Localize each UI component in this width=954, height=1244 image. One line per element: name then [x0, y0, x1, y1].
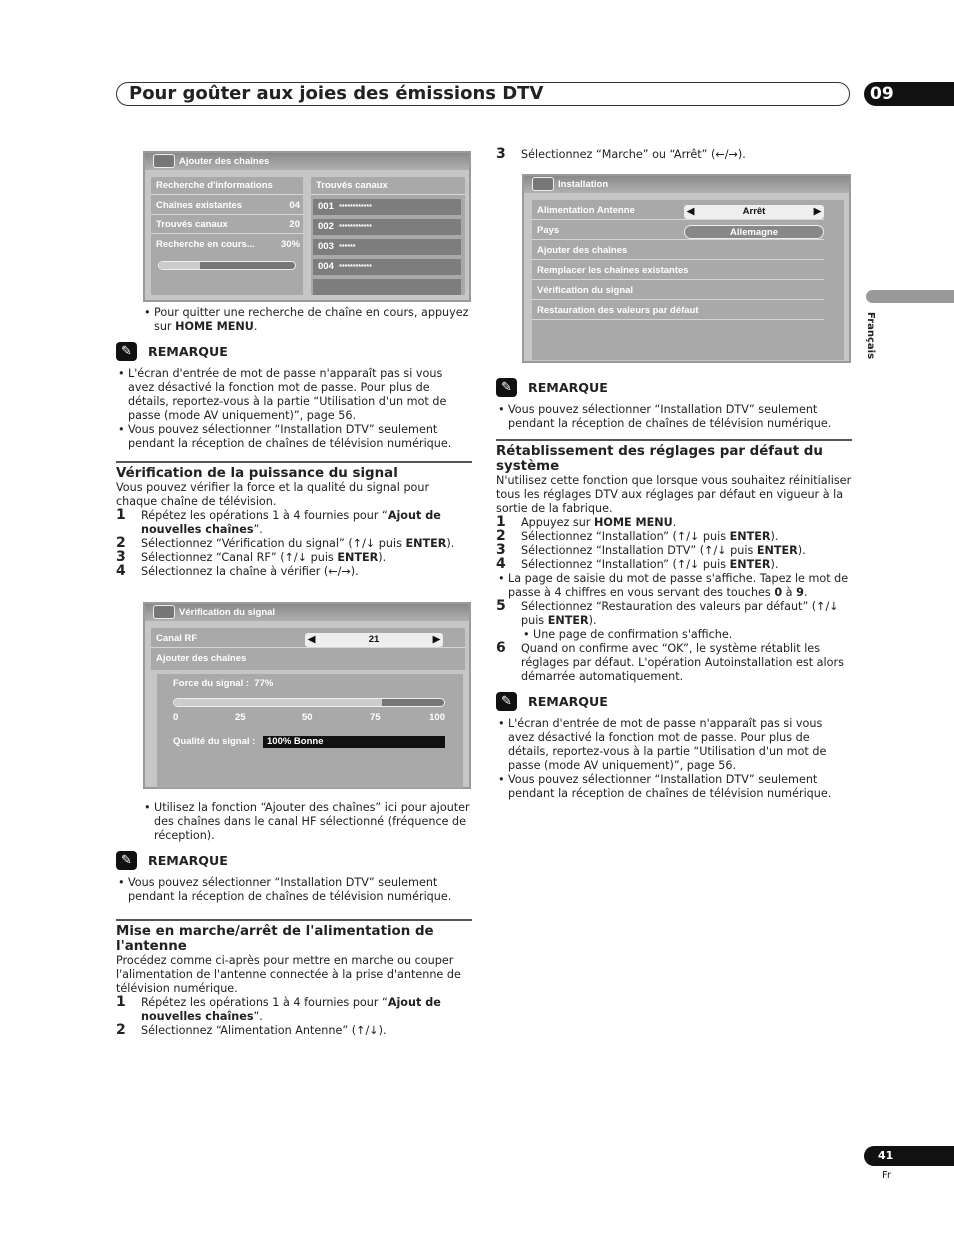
- step: 4 Sélectionnez la chaîne à vérifier (←/→).: [116, 563, 359, 579]
- paragraph: N'utilisez cette fonction que lorsque vous souhaitez réinitialiser tous les réglages DTV aux réglages par défaut en vigueur à la sortie de la fabrique.: [496, 474, 852, 515]
- screen-installation: [522, 174, 851, 363]
- note-icon: ✎: [496, 378, 517, 397]
- screen-add-channels: [143, 151, 471, 302]
- screen-title: Ajouter des chaînes: [179, 156, 270, 167]
- right-column: [496, 372, 852, 801]
- quality-value: 100% Bonne: [263, 736, 445, 748]
- step: 1 Répétez les opérations 1 à 4 fournies pour “Ajout de nouvelles chaînes”.: [116, 507, 441, 536]
- channel-slot: 002 ************: [313, 219, 461, 235]
- screen-signal-check: [143, 602, 471, 789]
- bullet: • La page de saisie du mot de passe s'affiche. Tapez le mot de passe à 4 chiffres en vous servant des touches 0 à 9.: [496, 572, 852, 600]
- step: 2 Sélectionnez “Vérification du signal” (↑/↓ puis ENTER).: [116, 535, 455, 551]
- search-progress-fill: [159, 262, 200, 269]
- force-bar: [173, 698, 445, 707]
- step: 3 Sélectionnez “Marche” ou “Arrêt” (←/→).: [496, 146, 746, 162]
- right-step-3: [496, 148, 852, 162]
- step: 5 Sélectionnez “Restauration des valeurs par défaut” (↑/↓ puis ENTER).: [496, 598, 839, 627]
- menu-row-signal[interactable]: Vérification du signal: [532, 282, 824, 300]
- bullet: • Pour quitter une recherche de chaîne en cours, appuyez sur HOME MENU.: [142, 306, 472, 334]
- step: 3 Sélectionnez “Canal RF” (↑/↓ puis ENTER).: [116, 549, 387, 565]
- force-fill: [174, 699, 382, 706]
- page-title: Pour goûter aux joies des émissions DTV: [129, 83, 544, 104]
- bullet: • Vous pouvez sélectionner “Installation DTV” seulement pendant la réception de chaînes de télévision numérique.: [496, 403, 852, 431]
- section-heading-antenna: Mise en marche/arrêt de l'alimentation de l'antenne: [116, 924, 434, 954]
- search-progress-bar: [158, 261, 296, 270]
- section-heading-signal: Vérification de la puissance du signal: [116, 466, 398, 481]
- bullet: • Vous pouvez sélectionner “Installation DTV” seulement pendant la réception de chaînes de télévision numérique.: [496, 773, 852, 801]
- section-heading-reset: Rétablissement des réglages par défaut du système: [496, 444, 823, 474]
- right-header: Trouvés canaux: [311, 177, 465, 195]
- remark-heading: ✎ REMARQUE: [496, 692, 852, 711]
- step: 4 Sélectionnez “Installation” (↑/↓ puis ENTER).: [496, 556, 779, 572]
- note-icon: ✎: [496, 692, 517, 711]
- info-row: Trouvés canaux 20: [151, 216, 303, 234]
- tv-icon: [153, 605, 175, 619]
- bullet: • Vous pouvez sélectionner “Installation DTV” seulement pendant la réception de chaînes de télévision numérique.: [116, 423, 472, 451]
- bullet: • Une page de confirmation s'affiche.: [521, 628, 852, 642]
- bullet: • Utilisez la fonction “Ajouter des chaînes” ici pour ajouter des chaînes dans le canal HF sélectionné (fréquence de réception).: [142, 801, 472, 843]
- add-channels-row[interactable]: Ajouter des chaînes: [156, 653, 247, 664]
- paragraph: Vous pouvez vérifier la force et la qualité du signal pour chaque chaîne de télévision.: [116, 481, 430, 508]
- left-column-a: [116, 306, 472, 579]
- left-column-b: [116, 801, 472, 1038]
- force-scale: 0 25 50 75 100: [173, 712, 445, 723]
- menu-row-country[interactable]: Pays: [532, 222, 824, 240]
- step: 2 Sélectionnez “Installation” (↑/↓ puis ENTER).: [496, 528, 779, 544]
- channel-slot: 004 ************: [313, 259, 461, 275]
- bullet: • L'écran d'entrée de mot de passe n'apparaît pas si vous avez désactivé la fonction mot de passe. Pour plus de détails, reportez-vous à la partie “Utilisation d'un mot de passe (mode AV uniquement)”, page 56.: [116, 367, 472, 423]
- menu-row-antenna[interactable]: Alimentation Antenne: [532, 202, 824, 220]
- language-tab: [866, 290, 954, 303]
- menu-row-reset[interactable]: Restauration des valeurs par défaut: [532, 302, 824, 320]
- page-lang: Fr: [882, 1170, 892, 1181]
- quality-label: Qualité du signal :: [173, 736, 256, 747]
- menu-row-add[interactable]: Ajouter des chaînes: [532, 242, 824, 260]
- remark-heading: ✎ REMARQUE: [116, 851, 472, 870]
- remark-heading: ✎ REMARQUE: [116, 342, 472, 361]
- language-label: Français: [865, 312, 876, 360]
- info-row: Chaînes existantes 04: [151, 197, 303, 215]
- left-header: Recherche d'informations: [151, 177, 303, 195]
- note-icon: ✎: [116, 851, 137, 870]
- antenna-selector[interactable]: ◀ Arrêt ▶: [684, 205, 824, 219]
- channel-slot-empty: [313, 279, 461, 295]
- step: 6 Quand on confirme avec “OK”, le système rétablit les réglages par défaut. L'opération Autoinstallation est alors démarrée automatiquement.: [496, 640, 844, 683]
- menu-row-replace[interactable]: Remplacer les chaînes existantes: [532, 262, 824, 280]
- screen-title-bar: Installation: [524, 176, 849, 193]
- step: 1 Appuyez sur HOME MENU.: [496, 514, 677, 530]
- paragraph: Procédez comme ci-après pour mettre en marche ou couper l'alimentation de l'antenne connectée à la prise d'antenne de télévision numérique.: [116, 954, 461, 995]
- bullet: • L'écran d'entrée de mot de passe n'apparaît pas si vous avez désactivé la fonction mot de passe. Pour plus de détails, reportez-vous à la partie “Utilisation d'un mot de passe (mode AV uniquement)”, page 56.: [496, 717, 852, 773]
- step: 3 Sélectionnez “Installation DTV” (↑/↓ puis ENTER).: [496, 542, 806, 558]
- tv-icon: [532, 177, 554, 191]
- remark-heading: ✎ REMARQUE: [496, 378, 852, 397]
- step: 2 Sélectionnez “Alimentation Antenne” (↑/↓).: [116, 1022, 387, 1038]
- info-row: Recherche en cours... 30%: [156, 239, 300, 250]
- screen-title-bar: [145, 153, 469, 170]
- channel-slot: 003 ******: [313, 239, 461, 255]
- country-value[interactable]: Allemagne: [684, 225, 824, 239]
- canal-row: Canal RF: [151, 630, 465, 648]
- bullet: • Vous pouvez sélectionner “Installation DTV” seulement pendant la réception de chaînes de télévision numérique.: [116, 876, 472, 904]
- note-icon: ✎: [116, 342, 137, 361]
- canal-selector[interactable]: ◀ 21 ▶: [305, 633, 443, 647]
- screen-title-bar: Vérification du signal: [145, 604, 469, 621]
- tv-icon: [153, 154, 175, 168]
- step: 1 Répétez les opérations 1 à 4 fournies pour “Ajout de nouvelles chaînes”.: [116, 994, 441, 1023]
- page-number: 41: [864, 1146, 954, 1166]
- force-row: Force du signal : 77%: [173, 678, 274, 689]
- chapter-number: 09: [864, 82, 954, 106]
- channel-slot: 001 ************: [313, 199, 461, 215]
